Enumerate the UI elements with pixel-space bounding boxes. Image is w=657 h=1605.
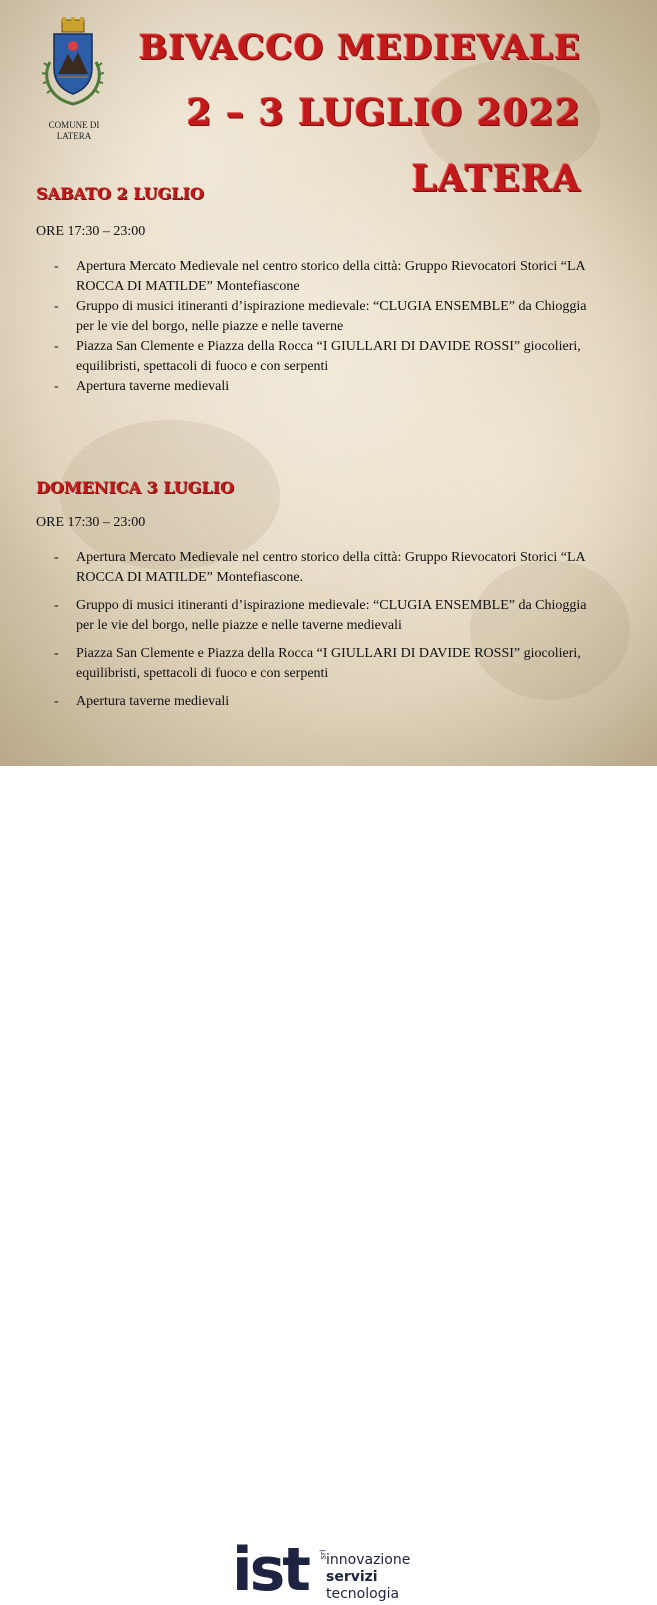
coat-of-arms-icon	[40, 16, 106, 106]
poster	[0, 0, 657, 766]
list-item: - Apertura taverne medievali	[54, 379, 230, 394]
footer	[0, 766, 657, 1605]
day-heading-saturday: SABATO 2 LUGLIO	[36, 184, 204, 203]
list-item: - Gruppo di musici itineranti d’ispirazione medievale: “CLUGIA ENSEMBLE” da Chioggia per le vie del borgo, nelle piazze e nelle taverne	[54, 299, 587, 334]
list-item: - Apertura Mercato Medievale nel centro storico della città: Gruppo Rievocatori Storici “LA ROCCA DI MATILDE” Montefiascone	[54, 259, 585, 294]
program-list-saturday	[36, 257, 596, 397]
comune-label: COMUNE DI LATERA	[48, 120, 100, 141]
tagline-tecnologia: tecnologia	[326, 1586, 400, 1602]
tagline-servizi: servizi	[326, 1569, 378, 1585]
list-item: - Piazza San Clemente e Piazza della Rocca “I GIULLARI DI DAVIDE ROSSI” giocolieri, equilibristi, spettacoli di fuoco e con serpenti	[54, 646, 581, 681]
event-title: BIVACCO MEDIEVALE	[138, 28, 581, 68]
time-sunday: ORE 17:30 – 23:00	[36, 515, 146, 530]
ist-logo: ist	[232, 1535, 308, 1605]
program-list-sunday	[36, 548, 596, 712]
day-heading-sunday: DOMENICA 3 LUGLIO	[36, 478, 234, 497]
list-item: - Apertura taverne medievali	[54, 694, 230, 709]
srl-label: srl	[318, 1549, 328, 1560]
list-item: - Apertura Mercato Medievale nel centro storico della città: Gruppo Rievocatori Storici “LA ROCCA DI MATILDE” Montefiascone.	[54, 550, 585, 585]
event-dates: 2 – 3 LUGLIO 2022	[186, 92, 581, 134]
time-saturday: ORE 17:30 – 23:00	[36, 224, 146, 239]
event-location: LATERA	[411, 158, 581, 200]
list-item: - Gruppo di musici itineranti d’ispirazione medievale: “CLUGIA ENSEMBLE” da Chioggia per le vie del borgo, nelle piazze e nelle taverne medievali	[54, 598, 587, 633]
tagline-innovazione: innovazione	[326, 1552, 411, 1568]
list-item: - Piazza San Clemente e Piazza della Rocca “I GIULLARI DI DAVIDE ROSSI” giocolieri, equilibristi, spettacoli di fuoco e con serpenti	[54, 339, 581, 374]
